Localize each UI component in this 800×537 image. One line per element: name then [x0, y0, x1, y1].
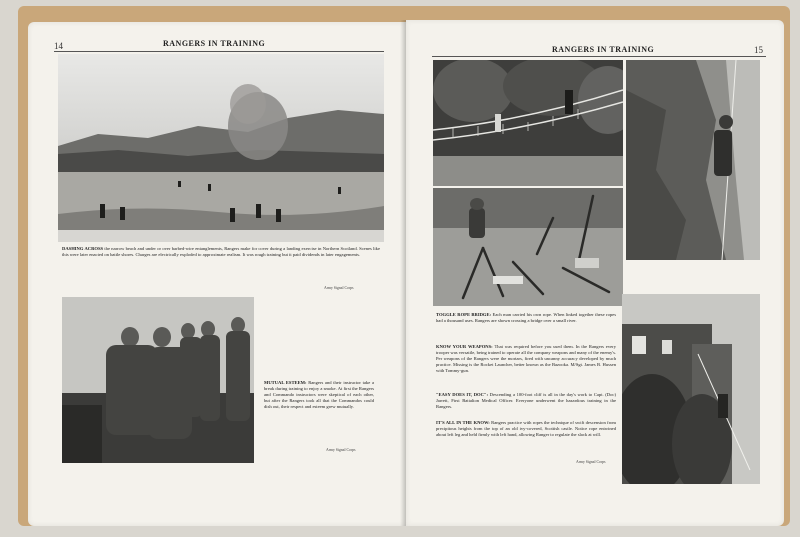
mutual-esteem-caption	[264, 380, 374, 410]
right-running-head: RANGERS IN TRAINING	[552, 45, 655, 54]
right-page-number: 15	[754, 45, 763, 55]
left-page	[28, 22, 406, 526]
caption-text: the narrow beach and under or over barbed-wire entanglements, Rangers make for cover during a landing exercise in Northern Scotland. Scenes like this were later enacted on battle shores. Charges are electrically exploded to approximate realism. It was rough training but it paid dividends in later engagements.	[62, 246, 380, 257]
know-weapons-caption	[436, 344, 616, 374]
caption-heading: DASHING ACROSS	[62, 246, 104, 251]
caption-heading: IT'S ALL IN THE KNOW:	[436, 420, 490, 425]
weapons-display-photo	[433, 188, 623, 306]
left-header-rule	[54, 51, 384, 52]
caption-text: Descending a 100-foot cliff is all in the day's work to Capt. (Doc) Jarrett, First Battalion Medical Officer. Everyone underwent the hazardous training in the Rangers.	[436, 392, 616, 409]
beach-landing-photo	[58, 54, 384, 242]
caption-text: Each man carried his own rope. When linked together these ropes had a thousand uses. Rangers are shown crossing a bridge over a small river.	[436, 312, 616, 323]
caption-heading: TOGGLE ROPE BRIDGE:	[436, 312, 492, 317]
rope-bridge-photo	[433, 60, 623, 186]
smoke-break-photo	[62, 297, 254, 463]
caption-heading: "EASY DOES IT, DOC":	[436, 392, 488, 397]
castle-descent-photo	[622, 294, 760, 484]
caption-heading: KNOW YOUR WEAPONS:	[436, 344, 493, 349]
left-page-number: 14	[54, 41, 63, 51]
photo-credit: Army Signal Corps	[326, 448, 356, 452]
right-page	[406, 20, 784, 526]
easy-does-it-caption	[436, 392, 616, 410]
cliff-descent-photo	[626, 60, 760, 260]
all-in-the-know-caption	[436, 420, 616, 438]
right-header-rule	[432, 56, 766, 57]
caption-heading: MUTUAL ESTEEM:	[264, 380, 307, 385]
left-running-head: RANGERS IN TRAINING	[163, 39, 266, 48]
toggle-rope-caption	[436, 312, 616, 324]
caption-text: That was required before you used them. In the Rangers every trooper was versatile, being trained to operate all the company weapons and many of the enemy's. Per weapons of the Rangers were the mortars, fired with uncanny accuracy developed by much practice. Missing is the Rocket Launcher, better known as the Bazooka. M/Sgt. James B. Hussen with Tommy-gun.	[436, 344, 616, 373]
caption-text: Rangers and their instructor take a break during training to enjoy a smoke. At first the Rangers and Commando instructors were skeptical of each other, but after the Rangers took all that the Commandos could dish out, their respect and esteem grew mutually.	[264, 380, 374, 409]
dashing-across-caption	[62, 246, 380, 258]
caption-text: Rangers practice with ropes the technique of swift descension from precipitous heights from the top of an old ivy-covered, Scottish castle. Notice rope entwined about left leg and held firmly with left hand, allowing Ranger to regulate the slack at will.	[436, 420, 616, 437]
photo-credit: Army Signal Corps	[324, 286, 354, 290]
photo-credit: Army Signal Corps	[576, 460, 606, 464]
